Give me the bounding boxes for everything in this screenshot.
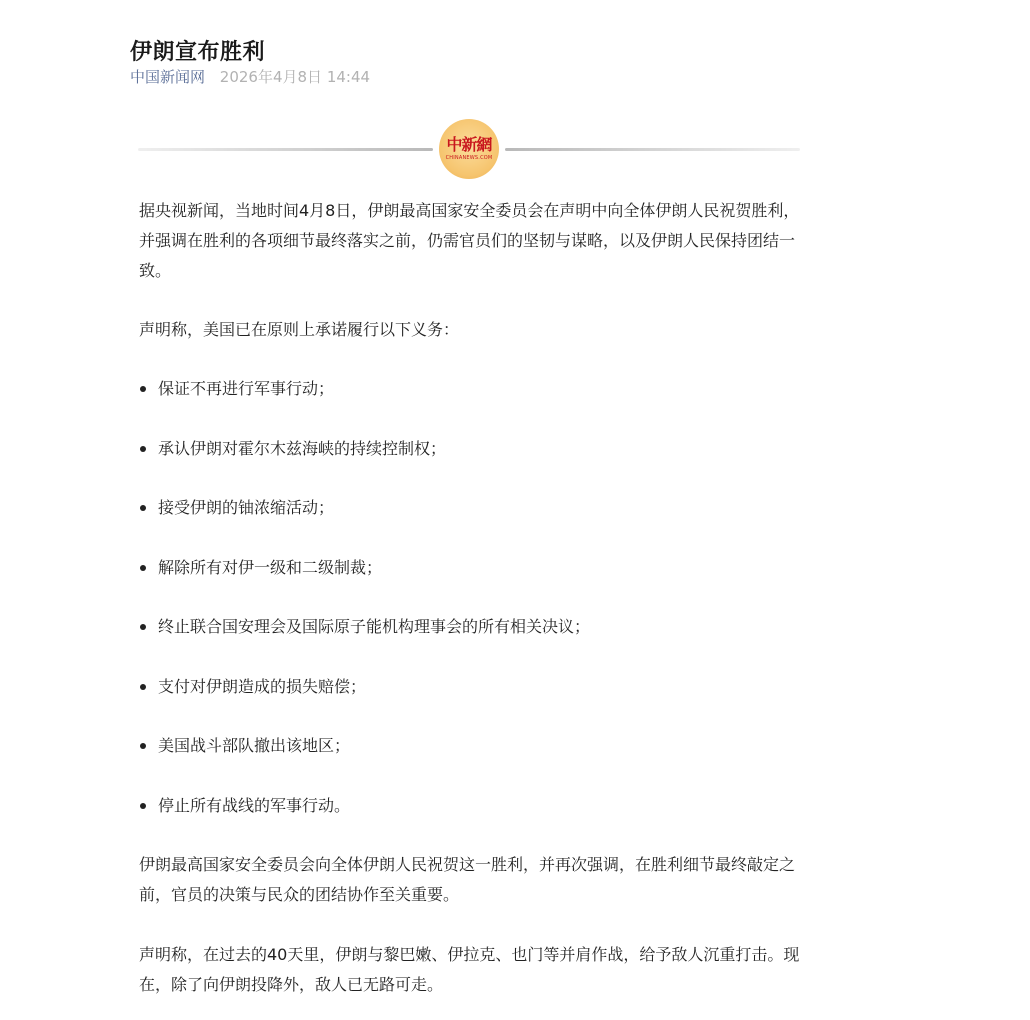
paragraph-war-summary: 声明称，在过去的40天里，伊朗与黎巴嫩、伊拉克、也门等并肩作战，给予敌人沉重打击。现在，除了向伊朗投降外，敌人已无路可走。 [139, 945, 800, 994]
divider-line-right [505, 148, 800, 151]
list-item [139, 374, 334, 404]
list-item-text: 美国战斗部队撤出该地区； [158, 736, 351, 755]
bullet-icon [140, 743, 146, 749]
paragraph-intro: 据央视新闻，当地时间4月8日，伊朗最高国家安全委员会在声明中向全体伊朗人民祝贺胜利，并强调在胜利的各项细节最终落实之前，仍需官员们的坚韧与谋略，以及伊朗人民保持团结一致。 [139, 201, 800, 280]
list-item [139, 791, 350, 821]
logo-divider [138, 119, 800, 179]
list-item-text: 支付对伊朗造成的损失赔偿； [158, 677, 367, 696]
divider-line-left [138, 148, 433, 151]
list-item-text: 停止所有战线的军事行动。 [158, 796, 351, 815]
article-meta [130, 66, 370, 87]
publish-date: 2026年4月8日 14:44 [219, 68, 371, 86]
paragraph-statement: 声明称，美国已在原则上承诺履行以下义务： [139, 320, 460, 339]
bullet-icon [140, 803, 146, 809]
list-item [139, 434, 446, 464]
list-item [139, 731, 350, 761]
logo-cn-text: 中新網 [446, 135, 492, 154]
chinanews-logo-icon [439, 119, 499, 179]
list-item [139, 672, 366, 702]
list-item-text: 解除所有对伊一级和二级制裁； [158, 558, 383, 577]
source-link[interactable]: 中国新闻网 [130, 68, 206, 86]
bullet-icon [140, 446, 146, 452]
list-item-text: 保证不再进行军事行动； [158, 379, 335, 398]
list-item [139, 553, 382, 583]
bullet-icon [140, 684, 146, 690]
bullet-icon [140, 505, 146, 511]
bullet-icon [140, 386, 146, 392]
list-item [139, 493, 334, 523]
article-title: 伊朗宣布胜利 [130, 39, 266, 65]
list-item-text: 终止联合国安理会及国际原子能机构理事会的所有相关决议； [158, 617, 591, 636]
logo-en-text: CHINANEWS.COM [445, 155, 493, 161]
paragraph-congratulation: 伊朗最高国家安全委员会向全体伊朗人民祝贺这一胜利，并再次强调，在胜利细节最终敲定之前，官员的决策与民众的团结协作至关重要。 [139, 855, 796, 904]
bullet-icon [140, 565, 146, 571]
list-item [139, 612, 590, 642]
list-item-text: 承认伊朗对霍尔木兹海峡的持续控制权； [158, 439, 447, 458]
bullet-icon [140, 624, 146, 630]
list-item-text: 接受伊朗的铀浓缩活动； [158, 498, 335, 517]
